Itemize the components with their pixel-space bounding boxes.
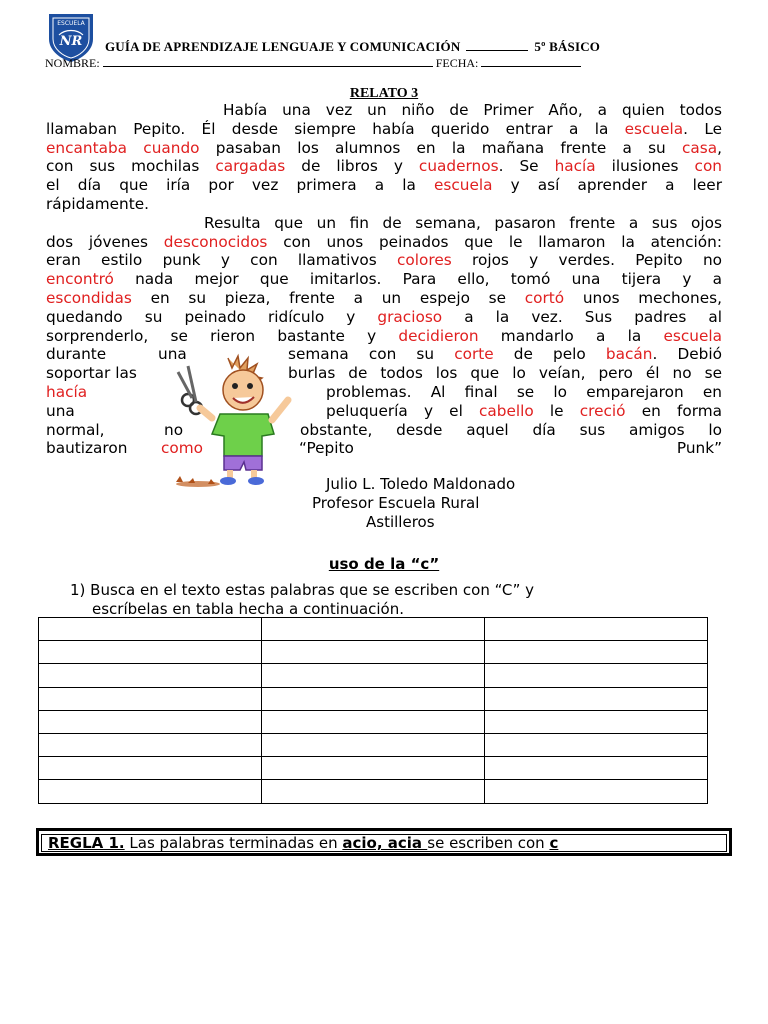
story-fragment: ilusiones xyxy=(595,157,695,176)
guide-title: GUÍA DE APRENDIZAJE LENGUAJE Y COMUNICACIÓN xyxy=(105,39,461,54)
highlighted-word: creció xyxy=(579,401,626,420)
story-fragment: con unos peinados que le llamaron la atención: xyxy=(267,232,722,251)
story-fragment: no xyxy=(164,420,184,439)
highlighted-word: gracioso xyxy=(377,307,443,326)
story-line-cell xyxy=(299,439,722,458)
story-line-cell xyxy=(46,364,137,383)
highlighted-word: cargadas xyxy=(215,157,286,176)
story-fragment: problemas. Al final se lo emparejaron en xyxy=(326,382,722,401)
highlighted-word: corte xyxy=(454,345,494,364)
instruction-line-2: escríbelas en tabla hecha a continuación. xyxy=(92,600,405,618)
story-line-cell xyxy=(46,383,87,402)
story-fragment: Había una vez un niño de Primer Año, a quien todos xyxy=(223,101,722,119)
rule-label: REGLA 1. xyxy=(48,834,125,852)
highlighted-word: casa xyxy=(681,138,718,157)
table-row xyxy=(39,618,708,641)
answer-cell[interactable] xyxy=(262,687,485,710)
guide-header xyxy=(105,39,600,55)
highlighted-word: como xyxy=(161,439,204,458)
story-title: RELATO 3 xyxy=(349,86,419,101)
answer-cell[interactable] xyxy=(485,664,708,687)
story-fragment: . Se xyxy=(498,157,555,176)
answer-cell[interactable] xyxy=(39,733,262,756)
story-fragment: . Debió xyxy=(652,345,722,364)
highlighted-word: decidieron xyxy=(398,326,479,345)
rule-text-before: Las palabras terminadas en xyxy=(124,834,343,852)
rule-endings: acio, acia xyxy=(342,834,428,852)
story-line xyxy=(46,176,722,195)
table-row xyxy=(39,757,708,780)
story-line xyxy=(46,439,722,458)
story-line-cell xyxy=(46,421,104,440)
kid-with-scissors-illustration xyxy=(158,352,308,492)
story-line-cell xyxy=(326,383,722,402)
story-fragment: semana con su xyxy=(288,345,455,364)
answer-cell[interactable] xyxy=(39,687,262,710)
story-line xyxy=(46,327,722,346)
story-fragment: bautizaron xyxy=(46,439,128,458)
story-fragment: una xyxy=(158,345,187,364)
story-fragment: en forma xyxy=(625,401,722,420)
story-line xyxy=(46,421,722,440)
story-line-cell xyxy=(326,402,722,421)
answer-cell[interactable] xyxy=(262,618,485,641)
highlighted-word: bacán xyxy=(605,345,653,364)
answer-cell[interactable] xyxy=(39,664,262,687)
highlighted-word: encantaba xyxy=(46,138,128,157)
table-row xyxy=(39,710,708,733)
logo-label: ESCUELA xyxy=(57,20,85,27)
highlighted-word: cabello xyxy=(478,401,534,420)
highlighted-word: desconocidos xyxy=(163,232,268,251)
story-fragment: de libros y xyxy=(285,157,419,176)
story-line xyxy=(46,214,722,233)
highlighted-word: con xyxy=(694,157,722,176)
highlighted-word: hacía xyxy=(46,382,88,401)
story-line xyxy=(46,345,722,364)
story-fragment: una xyxy=(46,401,75,420)
answer-cell[interactable] xyxy=(262,664,485,687)
story-line-cell xyxy=(300,421,722,440)
grade-label: 5º BÁSICO xyxy=(534,39,601,54)
story-line xyxy=(46,251,722,270)
story-line xyxy=(46,139,722,158)
story-fragment: soportar las xyxy=(46,364,137,383)
story-fragment: rápidamente. xyxy=(46,194,149,213)
highlighted-word: escuela xyxy=(434,176,493,195)
story-fragment: llamaban Pepito. Él desde siempre había querido entrar a la xyxy=(46,119,625,138)
story-line xyxy=(46,195,722,214)
story-line xyxy=(46,157,722,176)
story-line-cell xyxy=(46,345,106,364)
rule-text xyxy=(41,834,727,852)
highlighted-word: cuando xyxy=(143,138,200,157)
answer-cell[interactable] xyxy=(262,757,485,780)
story-fragment: Resulta que un fin de semana, pasaron frente a sus ojos xyxy=(204,213,722,232)
answer-cell[interactable] xyxy=(262,780,485,803)
section-title: uso de la “c” xyxy=(328,555,440,573)
highlighted-word: escuela xyxy=(663,326,722,345)
signature-role: Profesor Escuela Rural xyxy=(312,494,480,512)
story-line-cell xyxy=(288,345,722,364)
name-field-line[interactable] xyxy=(103,55,433,67)
instruction-line-1: 1) Busca en el texto estas palabras que se escriben con “C” y xyxy=(70,581,535,599)
story-fragment xyxy=(127,139,143,157)
name-label: NOMBRE: xyxy=(45,56,100,70)
story-fragment: obstante, desde aquel día sus amigos lo xyxy=(300,420,722,439)
story-line xyxy=(46,270,722,289)
story-line xyxy=(46,308,722,327)
story-fragment: de pelo xyxy=(493,345,606,364)
story-fragment: mandarlo a la xyxy=(478,326,664,345)
highlighted-word: escondidas xyxy=(46,288,132,307)
highlighted-word: encontró xyxy=(46,270,114,289)
story-fragment: sorprenderlo, se rieron bastante y xyxy=(46,326,399,345)
story-fragment: le xyxy=(533,401,580,420)
answer-cell[interactable] xyxy=(39,618,262,641)
signature-place: Astilleros xyxy=(366,513,435,531)
grade-blank-line xyxy=(466,40,528,51)
answer-cell[interactable] xyxy=(39,780,262,803)
story-fragment: a la vez. Sus padres al xyxy=(442,307,723,326)
answer-cell[interactable] xyxy=(39,710,262,733)
answer-cell[interactable] xyxy=(485,780,708,803)
story-fragment: “Pepito Punk” xyxy=(299,439,722,458)
story-fragment: eran estilo punk y con llamativos xyxy=(46,251,397,270)
svg-text:NR: NR xyxy=(59,34,83,49)
highlighted-word: escuela xyxy=(624,119,684,138)
story-fragment: burlas de todos los que lo veían, pero él no se xyxy=(288,364,722,383)
date-label: FECHA: xyxy=(435,56,479,70)
table-row xyxy=(39,664,708,687)
story-fragment: peluquería y el xyxy=(326,401,479,420)
story-line xyxy=(46,120,722,139)
story-fragment: quedando su peinado ridículo y xyxy=(46,307,378,326)
answer-cell[interactable] xyxy=(262,710,485,733)
story-fragment: con sus mochilas xyxy=(46,157,216,176)
story-fragment: unos mechones, xyxy=(564,288,722,307)
answer-cell[interactable] xyxy=(485,641,708,664)
story-fragment: en su pieza, frente a un espejo se xyxy=(131,288,525,307)
answer-cell[interactable] xyxy=(485,710,708,733)
highlighted-word: cortó xyxy=(524,288,565,307)
story-line xyxy=(46,383,722,402)
answer-cell[interactable] xyxy=(262,641,485,664)
story-fragment: . Le xyxy=(683,119,722,138)
signature-author: Julio L. Toledo Maldonado xyxy=(326,475,516,493)
answer-table xyxy=(38,617,708,804)
story-fragment: el día que iría por vez primera a la xyxy=(46,176,434,195)
story-text xyxy=(46,101,722,458)
rule-box xyxy=(36,828,732,856)
story-fragment: rojos y verdes. Pepito no xyxy=(451,251,723,270)
story-line-cell xyxy=(46,402,75,421)
story-line xyxy=(46,101,722,120)
story-fragment: y así aprender a leer xyxy=(492,176,722,195)
story-line xyxy=(46,233,722,252)
story-fragment: , xyxy=(717,138,722,157)
answer-cell[interactable] xyxy=(39,757,262,780)
story-line xyxy=(46,289,722,308)
highlighted-word: colores xyxy=(397,251,452,270)
answer-cell[interactable] xyxy=(262,733,485,756)
story-line-cell xyxy=(46,439,127,458)
name-date-line xyxy=(45,55,581,71)
answer-cell[interactable] xyxy=(485,618,708,641)
story-line xyxy=(46,364,722,383)
exercise-instruction xyxy=(70,581,534,619)
story-fragment: pasaban los alumnos en la mañana frente a su xyxy=(199,138,682,157)
rule-letter: c xyxy=(549,834,559,852)
story-fragment: normal, xyxy=(46,420,105,439)
table-row xyxy=(39,687,708,710)
answer-cell[interactable] xyxy=(39,641,262,664)
date-field-line[interactable] xyxy=(481,55,581,67)
story-fragment: nada mejor que imitarlos. Para ello, tomó una tijera y a xyxy=(113,270,722,289)
story-fragment: dos jóvenes xyxy=(46,232,164,251)
story-line xyxy=(46,402,722,421)
answer-cell[interactable] xyxy=(485,687,708,710)
table-row xyxy=(39,733,708,756)
answer-cell[interactable] xyxy=(485,757,708,780)
story-line-cell xyxy=(288,364,722,383)
table-row xyxy=(39,641,708,664)
highlighted-word: cuadernos xyxy=(418,157,499,176)
answer-cell[interactable] xyxy=(485,733,708,756)
highlighted-word: hacía xyxy=(554,157,596,176)
story-fragment: durante xyxy=(46,345,107,364)
rule-text-after: se escriben con xyxy=(427,834,550,852)
table-row xyxy=(39,780,708,803)
